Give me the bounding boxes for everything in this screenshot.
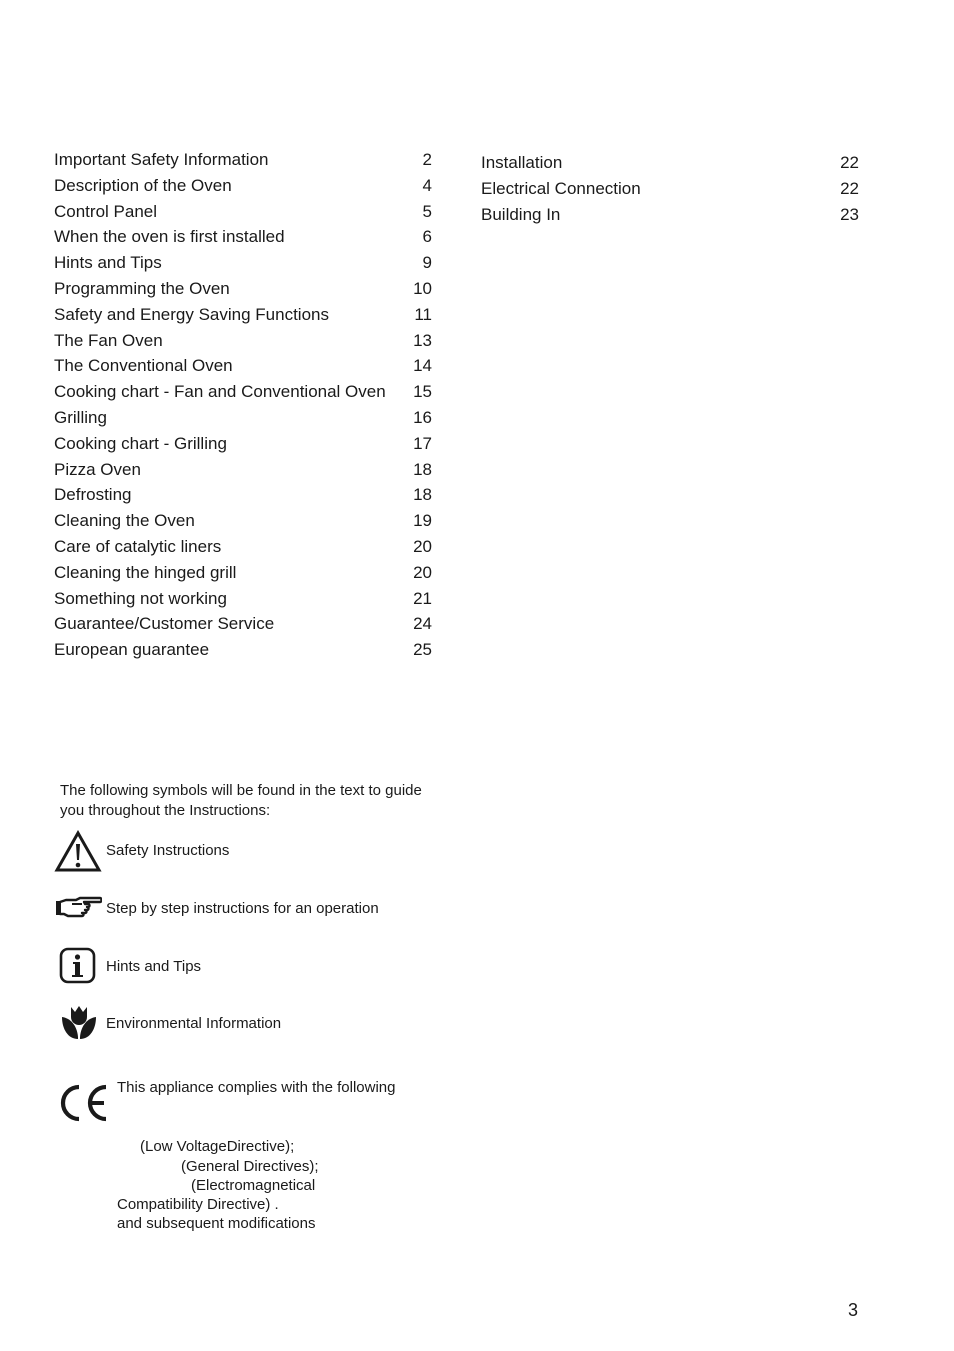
toc-entry[interactable] <box>54 637 432 663</box>
toc-title: Building In <box>481 204 561 224</box>
compliance-line: and subsequent modifications <box>117 1215 316 1232</box>
toc-page: 6 <box>422 227 432 247</box>
toc-page: 19 <box>413 511 432 531</box>
toc-entry[interactable] <box>54 302 432 328</box>
toc-title: Electrical Connection <box>481 178 641 198</box>
toc-title: Cleaning the Oven <box>54 511 195 531</box>
toc-title: Defrosting <box>54 485 132 505</box>
toc-entry[interactable] <box>54 224 432 250</box>
toc-title: Description of the Oven <box>54 175 232 195</box>
toc-page: 16 <box>413 407 432 427</box>
warning-triangle-icon <box>54 830 102 874</box>
toc-title: European guarantee <box>54 640 210 660</box>
symbols-intro-line: The following symbols will be found in the text to guide <box>60 782 422 799</box>
toc-title: Installation <box>481 153 563 172</box>
toc-title: Cleaning the hinged grill <box>54 562 237 582</box>
toc-title: Cooking chart - Grilling <box>54 433 227 453</box>
toc-page: 21 <box>413 588 432 608</box>
flower-icon <box>54 1003 102 1047</box>
toc-title: Hints and Tips <box>54 253 162 273</box>
toc-title: Care of catalytic liners <box>54 536 222 556</box>
toc-page: 18 <box>413 485 432 505</box>
toc-entry[interactable] <box>54 147 432 173</box>
toc-title: Grilling <box>54 407 107 427</box>
toc-entry[interactable] <box>54 276 432 302</box>
symbol-safety <box>54 830 474 874</box>
toc-title: When the oven is first installed <box>54 227 285 247</box>
toc-title: Guarantee/Customer Service <box>54 614 275 634</box>
compliance-line: (Electromagnetical <box>191 1177 316 1194</box>
toc-title: The Fan Oven <box>54 330 163 350</box>
symbol-hints <box>54 946 474 990</box>
toc-page: 5 <box>422 201 432 221</box>
toc-page: 25 <box>413 640 432 660</box>
toc-entry[interactable] <box>54 431 432 457</box>
toc-title: The Conventional Oven <box>54 356 233 376</box>
toc-page: 2 <box>422 150 432 169</box>
toc-entry[interactable] <box>54 586 432 612</box>
symbol-label: Environmental Information <box>106 1015 282 1032</box>
toc-page: 10 <box>413 278 432 298</box>
toc-page: 20 <box>413 536 432 556</box>
info-icon <box>54 946 102 990</box>
toc-entry[interactable] <box>54 173 432 199</box>
toc-entry[interactable] <box>54 508 432 534</box>
toc-title: Important Safety Information <box>54 150 269 169</box>
toc-page: 20 <box>413 562 432 582</box>
toc-title: Pizza Oven <box>54 459 141 479</box>
toc-entry[interactable] <box>54 353 432 379</box>
toc-entry[interactable] <box>54 328 432 354</box>
toc-page: 9 <box>422 253 432 273</box>
toc-entry[interactable] <box>54 199 432 225</box>
toc-entry[interactable] <box>481 150 859 176</box>
toc-title: Safety and Energy Saving Functions <box>54 304 329 324</box>
toc-page: 11 <box>414 304 432 324</box>
toc-page: 17 <box>413 433 432 453</box>
compliance-intro: This appliance complies with the following <box>117 1079 396 1096</box>
toc-page: 13 <box>413 330 432 350</box>
toc-entry[interactable] <box>54 379 432 405</box>
toc-title: Something not working <box>54 588 227 608</box>
toc-page: 22 <box>840 153 859 172</box>
toc-entry[interactable] <box>54 560 432 586</box>
toc-title: Programming the Oven <box>54 278 230 298</box>
toc-entry[interactable] <box>54 405 432 431</box>
toc-entry[interactable] <box>54 611 432 637</box>
compliance-line: (Low VoltageDirective); <box>140 1138 295 1155</box>
toc-entry[interactable] <box>54 534 432 560</box>
toc-left-column <box>54 147 432 663</box>
symbols-intro <box>60 781 460 821</box>
compliance-line: Compatibility Directive) . <box>117 1196 279 1213</box>
symbol-environment <box>54 1003 474 1047</box>
toc-entry[interactable] <box>481 176 859 202</box>
toc-page: 14 <box>413 356 432 376</box>
pointing-hand-icon <box>54 888 102 932</box>
toc-page: 4 <box>422 175 432 195</box>
compliance-line: (General Directives); <box>181 1158 319 1175</box>
symbol-label: Step by step instructions for an operation <box>106 900 379 917</box>
toc-entry[interactable] <box>54 457 432 483</box>
toc-page: 18 <box>413 459 432 479</box>
symbol-step <box>54 888 474 932</box>
ce-mark-icon <box>54 1082 110 1124</box>
symbol-label: Safety Instructions <box>106 842 230 859</box>
toc-title: Control Panel <box>54 201 158 221</box>
toc-page: 24 <box>413 614 432 634</box>
toc-page: 23 <box>840 204 859 224</box>
toc-page: 15 <box>413 382 432 402</box>
toc-entry[interactable] <box>54 250 432 276</box>
page-number: 3 <box>848 1300 859 1320</box>
toc-title: Cooking chart - Fan and Conventional Oven <box>54 382 386 402</box>
toc-entry[interactable] <box>481 202 859 228</box>
toc-right-column <box>481 150 859 227</box>
toc-entry[interactable] <box>54 482 432 508</box>
symbols-intro-line: you throughout the Instructions: <box>60 802 271 819</box>
toc-page: 22 <box>840 178 859 198</box>
symbol-label: Hints and Tips <box>106 958 202 975</box>
